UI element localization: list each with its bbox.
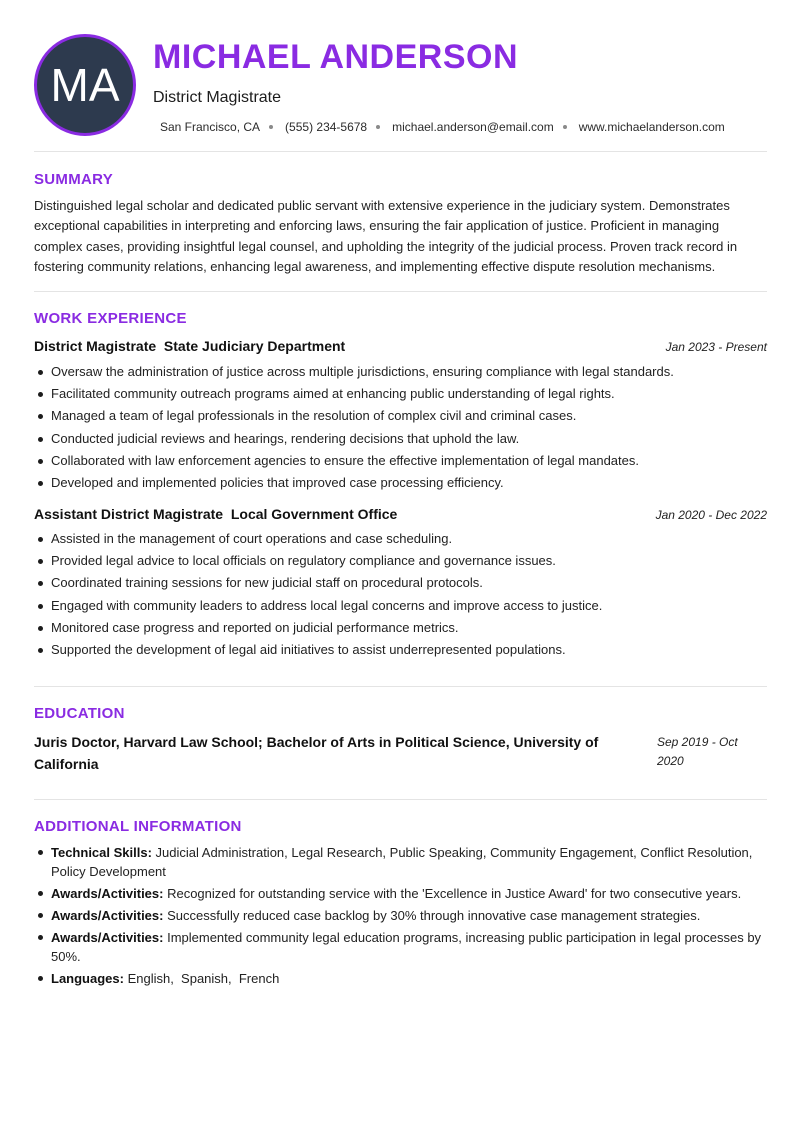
section-title-additional-information: ADDITIONAL INFORMATION <box>34 818 242 835</box>
job-date: Jan 2023 - Present <box>665 340 767 354</box>
job-header <box>34 506 767 526</box>
contact-separator-dot <box>269 125 273 129</box>
list-item: Developed and implemented policies that improved case processing efficiency. <box>34 473 767 495</box>
list-item: Conducted judicial reviews and hearings, rendering decisions that uphold the law. <box>34 429 767 451</box>
divider <box>34 686 767 687</box>
list-item: Monitored case progress and reported on judicial performance metrics. <box>34 618 767 640</box>
contact-separator-dot <box>563 125 567 129</box>
list-item: Collaborated with law enforcement agencies to ensure the effective implementation of legal mandates. <box>34 451 767 473</box>
list-item <box>34 843 767 881</box>
info-text: English, Spanish, French <box>123 971 280 986</box>
additional-info-list <box>34 843 767 991</box>
info-label: Languages: <box>51 971 124 986</box>
divider <box>34 151 767 152</box>
info-label: Technical Skills: <box>51 845 152 860</box>
candidate-name: MICHAEL ANDERSON <box>153 38 519 76</box>
list-item: Managed a team of legal professionals in the resolution of complex civil and criminal cases. <box>34 406 767 428</box>
job-title-company: Assistant District Magistrate Local Government Office <box>34 506 398 522</box>
contact-email[interactable]: michael.anderson@email.com <box>392 120 554 134</box>
contact-phone: (555) 234-5678 <box>285 120 368 134</box>
list-item <box>34 969 767 988</box>
section-title-work-experience: WORK EXPERIENCE <box>34 310 187 327</box>
job-header <box>34 338 767 358</box>
divider <box>34 291 767 292</box>
contact-location: San Francisco, CA <box>160 120 261 134</box>
job-title-company: District Magistrate State Judiciary Department <box>34 338 346 354</box>
avatar-initials: MA <box>50 59 120 111</box>
job-date: Jan 2020 - Dec 2022 <box>655 508 767 522</box>
list-item: Assisted in the management of court operations and case scheduling. <box>34 529 767 551</box>
list-item: Facilitated community outreach programs aimed at enhancing public understanding of legal rights. <box>34 384 767 406</box>
education-date: Sep 2019 - Oct 2020 <box>657 735 738 768</box>
education-degree: Juris Doctor, Harvard Law School; Bachelor of Arts in Political Science, University of California <box>34 734 599 772</box>
info-text: Implemented community legal education programs, increasing public participation in legal processes by 50%. <box>51 930 762 964</box>
job-bullets <box>34 362 767 495</box>
list-item: Oversaw the administration of justice across multiple jurisdictions, ensuring compliance with legal standards. <box>34 362 767 384</box>
divider <box>34 799 767 800</box>
section-title-education: EDUCATION <box>34 705 125 722</box>
info-text: Successfully reduced case backlog by 30% through innovative case management strategies. <box>163 908 701 923</box>
list-item <box>34 928 767 966</box>
list-item: Supported the development of legal aid initiatives to assist underrepresented populations. <box>34 640 767 662</box>
list-item <box>34 906 767 925</box>
contact-separator-dot <box>376 125 380 129</box>
section-title-summary: SUMMARY <box>34 171 114 188</box>
info-label: Awards/Activities: <box>51 930 164 945</box>
list-item <box>34 884 767 903</box>
candidate-role: District Magistrate <box>153 89 282 106</box>
info-label: Awards/Activities: <box>51 886 164 901</box>
avatar <box>34 34 136 136</box>
list-item: Coordinated training sessions for new judicial staff on procedural protocols. <box>34 573 767 595</box>
list-item: Engaged with community leaders to address local legal concerns and improve access to justice. <box>34 596 767 618</box>
info-text: Judicial Administration, Legal Research, Public Speaking, Community Engagement, Conflict Resolution, Policy Development <box>51 845 753 879</box>
job-bullets <box>34 529 767 662</box>
info-text: Recognized for outstanding service with the 'Excellence in Justice Award' for two consecutive years. <box>163 886 742 901</box>
info-label: Awards/Activities: <box>51 908 164 923</box>
list-item: Provided legal advice to local officials on regulatory compliance and governance issues. <box>34 551 767 573</box>
summary-text: Distinguished legal scholar and dedicated public servant with extensive experience in the judiciary system. Demonstrates exceptional capabilities in interpreting and enforcing laws, ensuring the fair application of justice. Proficient in managing complex cases, providing insightful legal counsel, and upholding the integrity of the judicial process. Proven track record in fostering community relations, enhancing legal awareness, and implementing effective dispute resolution mechanisms. <box>34 198 738 274</box>
contact-bar <box>160 120 725 134</box>
contact-website[interactable]: www.michaelanderson.com <box>578 120 725 134</box>
